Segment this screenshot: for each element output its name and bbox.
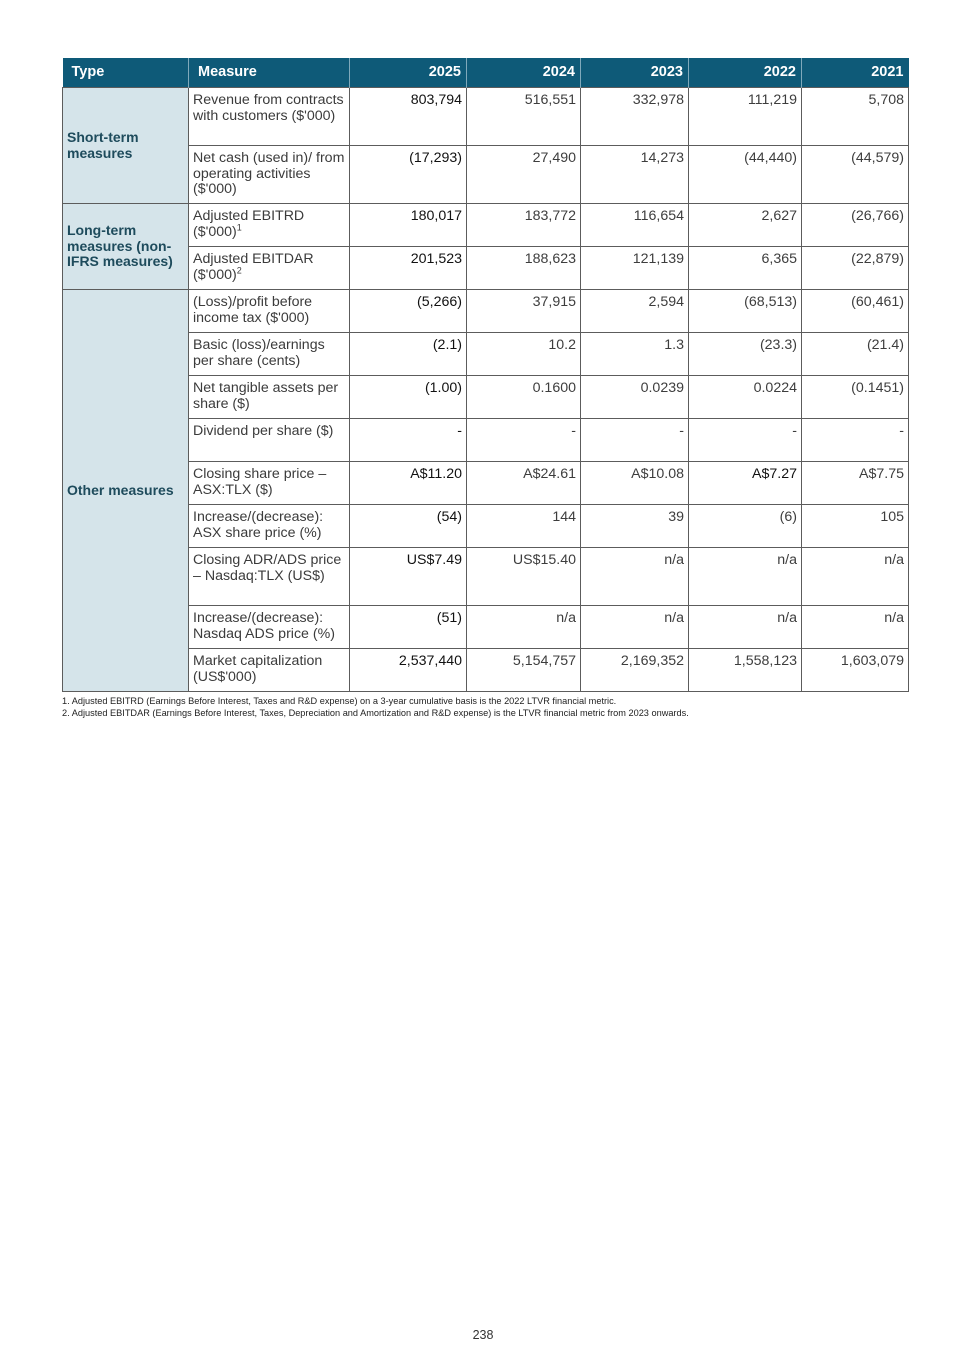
measure-cell <box>189 247 350 290</box>
measure-label: Increase/(decrease): Nasdaq ADS price (%) <box>193 610 335 642</box>
type-cell: Other measures <box>63 290 189 692</box>
value-cell: 2,537,440 <box>350 649 467 692</box>
value-cell: A$10.08 <box>581 462 689 505</box>
measure-label: Adjusted EBITRD ($'000) <box>193 208 305 240</box>
measure-cell <box>189 290 350 333</box>
value-cell: 0.1600 <box>467 376 581 419</box>
value-cell: US$15.40 <box>467 548 581 606</box>
page-number: 238 <box>472 1328 494 1342</box>
type-cell: Long-term measures (non-IFRS measures) <box>63 204 189 290</box>
table-row <box>63 376 909 419</box>
value-cell: - <box>350 419 467 462</box>
value-cell: 183,772 <box>467 204 581 247</box>
value-cell: 2,627 <box>689 204 802 247</box>
value-cell: 39 <box>581 505 689 548</box>
table-row <box>63 462 909 505</box>
value-cell: n/a <box>689 606 802 649</box>
measure-cell <box>189 88 350 146</box>
value-cell: 180,017 <box>350 204 467 247</box>
value-cell: 121,139 <box>581 247 689 290</box>
table-row <box>63 548 909 606</box>
footnotes <box>62 695 942 719</box>
measure-label: Market capitalization (US$'000) <box>193 653 323 685</box>
value-cell: - <box>802 419 909 462</box>
value-cell: A$11.20 <box>350 462 467 505</box>
value-cell: (2.1) <box>350 333 467 376</box>
value-cell: 5,708 <box>802 88 909 146</box>
value-cell: 6,365 <box>689 247 802 290</box>
value-cell: - <box>689 419 802 462</box>
value-cell: (54) <box>350 505 467 548</box>
value-cell: 116,654 <box>581 204 689 247</box>
value-cell: A$7.75 <box>802 462 909 505</box>
value-cell: 2,594 <box>581 290 689 333</box>
header-2025: 2025 <box>350 58 467 88</box>
value-cell: 188,623 <box>467 247 581 290</box>
table-row <box>63 204 909 247</box>
table-row <box>63 290 909 333</box>
measure-cell <box>189 462 350 505</box>
value-cell: n/a <box>581 548 689 606</box>
value-cell: (5,266) <box>350 290 467 333</box>
value-cell: 1,603,079 <box>802 649 909 692</box>
measure-cell <box>189 146 350 204</box>
measure-label: Net cash (used in)/ from operating activities ($'000) <box>193 150 345 197</box>
measure-label: Adjusted EBITDAR ($'000) <box>193 251 314 283</box>
value-cell: (6) <box>689 505 802 548</box>
value-cell: 14,273 <box>581 146 689 204</box>
measure-cell <box>189 376 350 419</box>
value-cell: 37,915 <box>467 290 581 333</box>
measure-label: Revenue from contracts with customers ($'000) <box>193 92 344 124</box>
value-cell: 0.0224 <box>689 376 802 419</box>
type-cell: Short-term measures <box>63 88 189 204</box>
header-2024: 2024 <box>467 58 581 88</box>
table-row <box>63 333 909 376</box>
value-cell: 111,219 <box>689 88 802 146</box>
value-cell: (44,440) <box>689 146 802 204</box>
measure-cell <box>189 548 350 606</box>
value-cell: n/a <box>467 606 581 649</box>
value-cell: (17,293) <box>350 146 467 204</box>
header-2023: 2023 <box>581 58 689 88</box>
measure-label: (Loss)/profit before income tax ($'000) <box>193 294 313 326</box>
footnote-1: 1. Adjusted EBITRD (Earnings Before Interest, Taxes and R&D expense) on a 3-year cumulative basis is the 2022 LTVR financial metric. <box>62 696 617 706</box>
header-measure: Measure <box>189 58 350 88</box>
value-cell: - <box>467 419 581 462</box>
value-cell: 1,558,123 <box>689 649 802 692</box>
value-cell: (21.4) <box>802 333 909 376</box>
value-cell: 803,794 <box>350 88 467 146</box>
header-2022: 2022 <box>689 58 802 88</box>
value-cell: 0.0239 <box>581 376 689 419</box>
footnote-marker: 1 <box>236 221 242 232</box>
table-row <box>63 247 909 290</box>
measure-label: Net tangible assets per share ($) <box>193 380 339 412</box>
measure-label: Closing ADR/ADS price – Nasdaq:TLX (US$) <box>193 552 342 584</box>
value-cell: US$7.49 <box>350 548 467 606</box>
value-cell: (60,461) <box>802 290 909 333</box>
financial-measures-table <box>62 58 909 692</box>
footnote-marker: 2 <box>236 264 242 275</box>
value-cell: n/a <box>802 548 909 606</box>
value-cell: 2,169,352 <box>581 649 689 692</box>
value-cell: n/a <box>802 606 909 649</box>
measure-label: Closing share price – ASX:TLX ($) <box>193 466 327 498</box>
measure-cell <box>189 505 350 548</box>
value-cell: 516,551 <box>467 88 581 146</box>
value-cell: A$24.61 <box>467 462 581 505</box>
value-cell: 332,978 <box>581 88 689 146</box>
value-cell: (22,879) <box>802 247 909 290</box>
value-cell: 105 <box>802 505 909 548</box>
value-cell: 201,523 <box>350 247 467 290</box>
measure-cell <box>189 649 350 692</box>
value-cell: (0.1451) <box>802 376 909 419</box>
table-row <box>63 505 909 548</box>
header-2021: 2021 <box>802 58 909 88</box>
value-cell: n/a <box>581 606 689 649</box>
value-cell: 1.3 <box>581 333 689 376</box>
value-cell: (23.3) <box>689 333 802 376</box>
table-row <box>63 146 909 204</box>
value-cell: (1.00) <box>350 376 467 419</box>
table-body <box>63 88 909 692</box>
measure-cell <box>189 333 350 376</box>
table-row <box>63 88 909 146</box>
measure-cell <box>189 606 350 649</box>
measure-cell <box>189 204 350 247</box>
value-cell: (26,766) <box>802 204 909 247</box>
value-cell: A$7.27 <box>689 462 802 505</box>
value-cell: (68,513) <box>689 290 802 333</box>
value-cell: (51) <box>350 606 467 649</box>
value-cell: 10.2 <box>467 333 581 376</box>
value-cell: (44,579) <box>802 146 909 204</box>
measure-label: Basic (loss)/earnings per share (cents) <box>193 337 325 369</box>
measure-cell <box>189 419 350 462</box>
measure-label: Increase/(decrease): ASX share price (%) <box>193 509 324 541</box>
table-row <box>63 419 909 462</box>
table-row <box>63 649 909 692</box>
value-cell: 144 <box>467 505 581 548</box>
header-type: Type <box>63 58 189 88</box>
footnote-2: 2. Adjusted EBITDAR (Earnings Before Interest, Taxes, Depreciation and Amortization and R&D expense) is the LTVR financial metric from 2023 onwards. <box>62 708 689 718</box>
value-cell: n/a <box>689 548 802 606</box>
value-cell: 5,154,757 <box>467 649 581 692</box>
value-cell: 27,490 <box>467 146 581 204</box>
table-header-row <box>63 58 909 88</box>
value-cell: - <box>581 419 689 462</box>
table-row <box>63 606 909 649</box>
measure-label: Dividend per share ($) <box>193 423 334 439</box>
